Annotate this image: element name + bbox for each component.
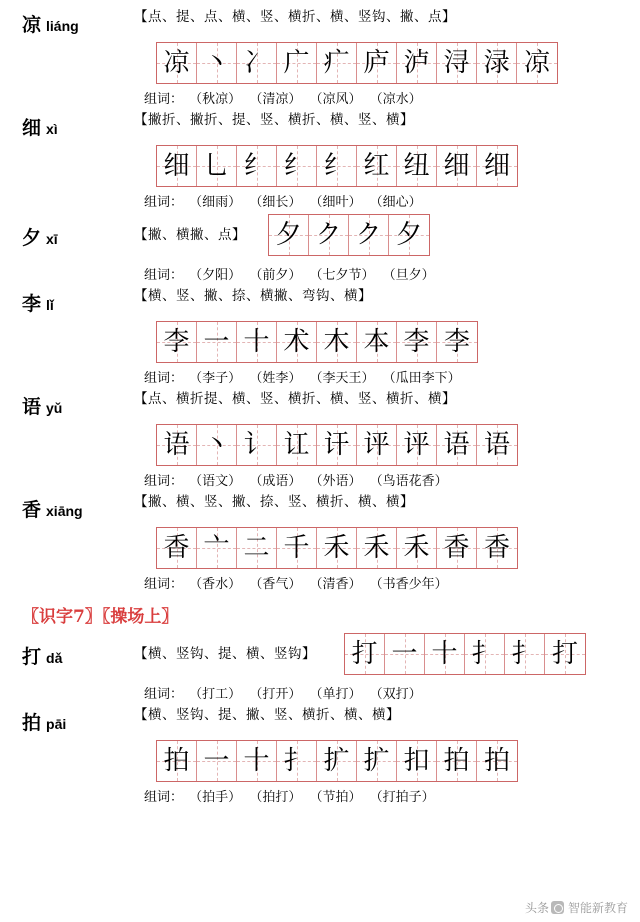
grid-cell-glyph: 扌 — [511, 639, 538, 669]
word-item: （语文） — [189, 474, 242, 489]
watermark — [525, 899, 628, 916]
writing-grid — [156, 321, 478, 363]
grid-cell-glyph: 术 — [283, 327, 310, 357]
character-pinyin: pāi — [46, 716, 67, 732]
word-item: （书香少年） — [369, 577, 448, 592]
word-list-label: 组词： — [144, 195, 184, 210]
grid-cell — [197, 146, 237, 186]
grid-cell-glyph: 扩 — [363, 746, 390, 776]
grid-cell-glyph: 冫 — [243, 48, 270, 78]
stroke-order-text: 【横、竖、撇、捺、横撇、弯钩、横】 — [134, 288, 372, 304]
stroke-order-text: 【撇、横撇、点】 — [134, 227, 246, 243]
grid-cell — [197, 322, 237, 362]
word-item: （七夕节） — [309, 268, 375, 283]
watermark-prefix: 头条 — [524, 901, 549, 915]
character-pinyin: xī — [46, 230, 58, 247]
grid-cell — [197, 43, 237, 83]
watermark-text: 智能新教育 — [567, 901, 628, 915]
grid-cell — [197, 528, 237, 568]
word-item: （拍打） — [249, 790, 302, 805]
grid-cell-glyph: 纽 — [403, 151, 430, 181]
word-item: （秋凉） — [189, 92, 242, 107]
grid-cell — [477, 528, 517, 568]
character-pinyin: lǐ — [46, 297, 54, 313]
character-heading — [22, 111, 134, 140]
character-entry — [22, 390, 630, 489]
grid-cell — [505, 634, 545, 674]
word-item: （香水） — [189, 577, 242, 592]
character-pinyin: dǎ — [46, 649, 63, 666]
grid-cell — [349, 215, 389, 255]
grid-cell-glyph: 香 — [483, 533, 510, 563]
grid-cell-glyph: 木 — [323, 327, 350, 357]
grid-cell-glyph: 丶 — [203, 48, 230, 78]
word-item: （凉水） — [369, 92, 422, 107]
word-list-label: 组词： — [144, 371, 184, 386]
word-list-label: 组词： — [144, 474, 184, 489]
word-list — [144, 191, 630, 210]
character-pinyin: yǔ — [46, 400, 63, 416]
grid-cell — [237, 322, 277, 362]
character-glyph: 语 — [22, 396, 42, 418]
grid-cell-glyph: 扩 — [323, 746, 350, 776]
word-list-label: 组词： — [144, 577, 184, 592]
grid-cell — [397, 146, 437, 186]
grid-cell-glyph: 凉 — [163, 48, 190, 78]
grid-cell-glyph: 打 — [351, 639, 378, 669]
grid-cell — [157, 741, 197, 781]
grid-cell — [309, 215, 349, 255]
word-item: （拍手） — [189, 790, 242, 805]
word-item: （打拍子） — [369, 790, 435, 805]
grid-cell — [477, 146, 517, 186]
writing-grid — [156, 145, 518, 187]
grid-cell-glyph: 评 — [363, 430, 390, 460]
grid-cell — [197, 425, 237, 465]
grid-cell — [385, 634, 425, 674]
writing-grid — [156, 424, 518, 466]
grid-cell — [477, 43, 517, 83]
grid-cell — [397, 425, 437, 465]
grid-cell-glyph: 香 — [163, 533, 190, 563]
grid-cell — [277, 322, 317, 362]
grid-cell-glyph: 纟 — [243, 151, 270, 181]
character-pinyin: liáng — [46, 18, 79, 34]
grid-cell-glyph: 扌 — [471, 639, 498, 669]
character-glyph: 凉 — [22, 14, 42, 36]
word-list-label: 组词： — [144, 790, 184, 805]
character-glyph: 打 — [22, 645, 42, 668]
grid-cell — [317, 322, 357, 362]
grid-cell-glyph: 十 — [243, 327, 270, 357]
character-glyph: 拍 — [22, 712, 42, 734]
grid-cell-glyph: ク — [315, 220, 342, 250]
grid-cell — [437, 146, 477, 186]
writing-grid — [156, 42, 558, 84]
grid-cell — [437, 43, 477, 83]
grid-cell — [397, 322, 437, 362]
grid-cell-glyph: 禾 — [363, 533, 390, 563]
word-item: （节拍） — [309, 790, 362, 805]
word-list — [144, 367, 630, 386]
grid-cell-glyph: 细 — [443, 151, 470, 181]
grid-cell-glyph: 亠 — [203, 533, 230, 563]
grid-cell-glyph: 凉 — [523, 48, 550, 78]
grid-cell-glyph: 讠 — [243, 430, 270, 460]
grid-cell — [237, 146, 277, 186]
grid-cell — [345, 634, 385, 674]
grid-cell — [277, 43, 317, 83]
grid-cell-glyph: 讧 — [283, 430, 310, 460]
grid-cell-glyph: 一 — [203, 746, 230, 776]
character-heading — [22, 493, 134, 522]
grid-cell — [517, 43, 557, 83]
grid-cell-glyph: 本 — [363, 327, 390, 357]
writing-grid — [156, 527, 518, 569]
character-heading — [22, 8, 134, 37]
grid-cell — [397, 43, 437, 83]
grid-cell-glyph: 评 — [403, 430, 430, 460]
word-list-label: 组词： — [144, 687, 184, 702]
word-list — [144, 683, 630, 702]
word-item: （细叶） — [309, 195, 362, 210]
stroke-order-text: 【撇折、撇折、提、竖、横折、横、竖、横】 — [134, 112, 414, 128]
grid-cell — [317, 528, 357, 568]
character-glyph: 夕 — [22, 226, 42, 249]
grid-cell-glyph: 庐 — [363, 48, 390, 78]
word-item: （打工） — [189, 687, 242, 702]
grid-cell — [157, 146, 197, 186]
word-list-label: 组词： — [144, 268, 184, 283]
grid-cell — [157, 43, 197, 83]
grid-cell — [317, 146, 357, 186]
stroke-order-text: 【横、竖钩、提、横、竖钩】 — [134, 646, 316, 662]
grid-cell — [317, 43, 357, 83]
word-item: （姓李） — [249, 371, 302, 386]
grid-cell-glyph: 细 — [163, 151, 190, 181]
grid-cell — [157, 322, 197, 362]
character-heading — [22, 706, 134, 735]
grid-cell — [317, 741, 357, 781]
grid-cell — [357, 528, 397, 568]
grid-cell-glyph: 十 — [431, 639, 458, 669]
watermark-logo-icon — [551, 901, 564, 914]
grid-cell-glyph: 扌 — [283, 746, 310, 776]
word-item: （细心） — [369, 195, 422, 210]
grid-cell — [277, 741, 317, 781]
stroke-order-text: 【横、竖钩、提、撇、竖、横折、横、横】 — [134, 707, 400, 723]
grid-cell-glyph: 香 — [443, 533, 470, 563]
grid-cell-glyph: 李 — [163, 327, 190, 357]
character-glyph: 细 — [22, 117, 42, 139]
grid-cell — [437, 322, 477, 362]
grid-cell-glyph: 禾 — [403, 533, 430, 563]
grid-cell — [237, 425, 277, 465]
word-item: （旦夕） — [382, 268, 435, 283]
grid-cell-glyph: ク — [355, 220, 382, 250]
grid-cell-glyph: 语 — [483, 430, 510, 460]
writing-grid — [156, 740, 518, 782]
grid-cell — [477, 425, 517, 465]
writing-grid — [268, 214, 430, 256]
grid-cell — [425, 634, 465, 674]
grid-cell — [437, 528, 477, 568]
character-glyph: 香 — [22, 499, 42, 521]
grid-cell — [277, 146, 317, 186]
character-entry — [22, 8, 630, 107]
grid-cell-glyph: 讦 — [323, 430, 350, 460]
grid-cell-glyph: 广 — [283, 48, 310, 78]
grid-cell-glyph: 禾 — [323, 533, 350, 563]
word-item: （夕阳） — [189, 268, 242, 283]
grid-cell — [277, 528, 317, 568]
writing-grid — [344, 633, 586, 675]
character-entry — [22, 214, 630, 283]
grid-cell-glyph: 泸 — [403, 48, 430, 78]
word-item: （单打） — [309, 687, 362, 702]
character-pinyin: xì — [46, 121, 58, 137]
word-item: （细长） — [249, 195, 302, 210]
word-item: （瓜田李下） — [382, 371, 461, 386]
grid-cell-glyph: 疒 — [323, 48, 350, 78]
grid-cell-glyph: 语 — [443, 430, 470, 460]
character-entry — [22, 287, 630, 386]
word-item: （凉风） — [309, 92, 362, 107]
grid-cell — [357, 425, 397, 465]
word-item: （香气） — [249, 577, 302, 592]
stroke-order-text: 【点、提、点、横、竖、横折、横、竖钩、撇、点】 — [134, 9, 456, 25]
word-list-label: 组词： — [144, 92, 184, 107]
grid-cell-glyph: 夕 — [395, 220, 422, 250]
grid-cell-glyph: 李 — [443, 327, 470, 357]
grid-cell-glyph: 乚 — [203, 151, 230, 181]
grid-cell — [437, 425, 477, 465]
grid-cell-glyph: 千 — [283, 533, 310, 563]
word-item: （鸟语花香） — [369, 474, 448, 489]
grid-cell — [437, 741, 477, 781]
grid-cell — [237, 528, 277, 568]
grid-cell — [277, 425, 317, 465]
grid-cell — [397, 741, 437, 781]
character-heading — [22, 287, 134, 316]
grid-cell-glyph: 打 — [551, 639, 578, 669]
character-entry — [22, 493, 630, 592]
word-item: （细雨） — [189, 195, 242, 210]
grid-cell — [317, 425, 357, 465]
grid-cell — [357, 322, 397, 362]
word-item: （成语） — [249, 474, 302, 489]
grid-cell-glyph: 扣 — [403, 746, 430, 776]
word-item: （李子） — [189, 371, 242, 386]
word-item: （双打） — [369, 687, 422, 702]
grid-cell-glyph: 细 — [483, 151, 510, 181]
grid-cell — [465, 634, 505, 674]
character-pinyin: xiāng — [46, 503, 83, 519]
word-list — [144, 786, 630, 805]
word-item: （清香） — [309, 577, 362, 592]
grid-cell-glyph: 纟 — [283, 151, 310, 181]
grid-cell-glyph: 李 — [403, 327, 430, 357]
stroke-order-text: 【撇、横、竖、撇、捺、竖、横折、横、横】 — [134, 494, 414, 510]
grid-cell — [357, 146, 397, 186]
word-list — [144, 573, 630, 592]
word-item: （李天王） — [309, 371, 375, 386]
grid-cell-glyph: 语 — [163, 430, 190, 460]
grid-cell — [389, 215, 429, 255]
grid-cell — [545, 634, 585, 674]
grid-cell-glyph: 夕 — [275, 220, 302, 250]
character-heading — [22, 221, 134, 250]
grid-cell-glyph: 丶 — [203, 430, 230, 460]
word-item: （打开） — [249, 687, 302, 702]
word-item: （前夕） — [249, 268, 302, 283]
grid-cell — [357, 43, 397, 83]
grid-cell-glyph: 拍 — [443, 746, 470, 776]
grid-cell-glyph: 渌 — [483, 48, 510, 78]
grid-cell-glyph: 纟 — [323, 151, 350, 181]
character-glyph: 李 — [22, 293, 42, 315]
word-item: （清凉） — [249, 92, 302, 107]
grid-cell — [237, 43, 277, 83]
grid-cell — [477, 741, 517, 781]
word-list — [144, 88, 630, 107]
character-entry — [22, 706, 630, 805]
character-heading — [22, 640, 134, 669]
character-heading — [22, 390, 134, 419]
grid-cell-glyph: 拍 — [483, 746, 510, 776]
grid-cell-glyph: 一 — [391, 639, 418, 669]
character-entry — [22, 111, 630, 210]
grid-cell — [237, 741, 277, 781]
word-list — [144, 470, 630, 489]
grid-cell — [269, 215, 309, 255]
word-item: （外语） — [309, 474, 362, 489]
grid-cell-glyph: 一 — [203, 327, 230, 357]
grid-cell — [157, 425, 197, 465]
grid-cell — [357, 741, 397, 781]
word-list — [144, 264, 630, 283]
grid-cell-glyph: 浔 — [443, 48, 470, 78]
grid-cell — [397, 528, 437, 568]
grid-cell — [197, 741, 237, 781]
grid-cell-glyph: 二 — [243, 533, 270, 563]
stroke-order-text: 【点、横折提、横、竖、横折、横、竖、横折、横】 — [134, 391, 456, 407]
grid-cell — [157, 528, 197, 568]
grid-cell-glyph: 十 — [243, 746, 270, 776]
section-heading: 〖识字7〗〖操场上〗 — [22, 607, 179, 627]
grid-cell-glyph: 红 — [363, 151, 390, 181]
character-entry — [22, 633, 630, 702]
grid-cell-glyph: 拍 — [163, 746, 190, 776]
